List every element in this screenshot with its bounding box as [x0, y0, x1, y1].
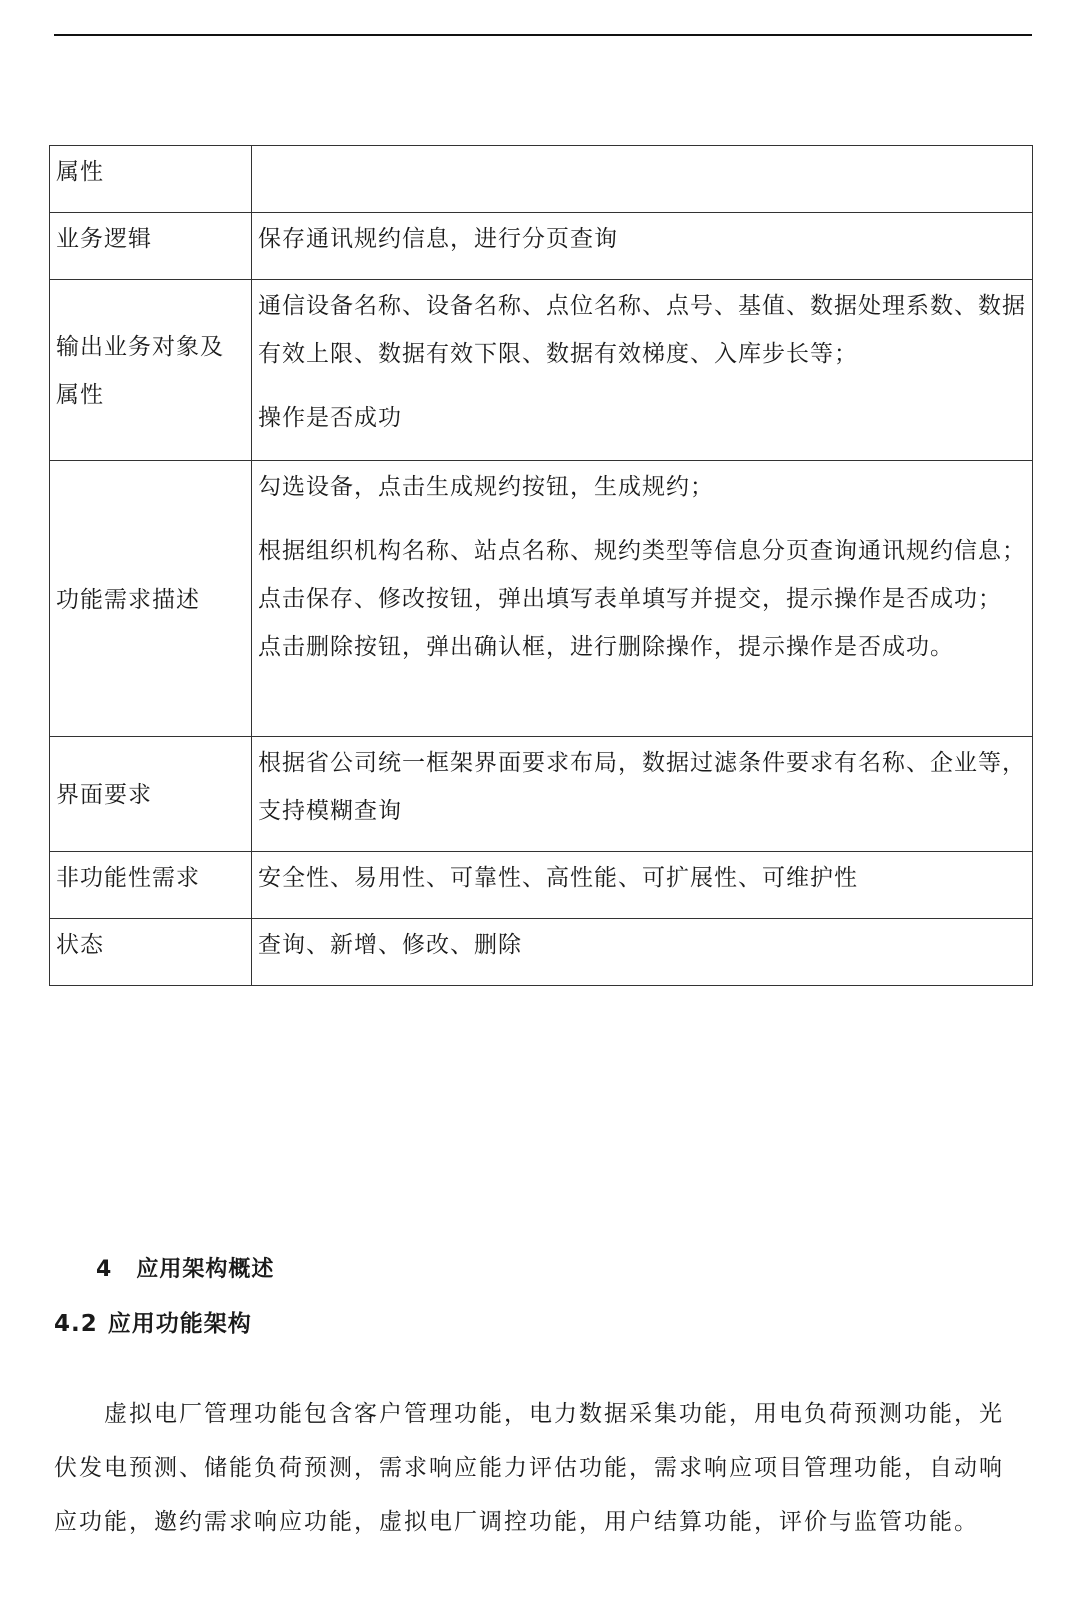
- row-content-line: 操作是否成功: [258, 405, 402, 431]
- row-content: [252, 919, 1033, 986]
- section-number: 4.2: [54, 1311, 98, 1337]
- row-content: [252, 280, 1033, 461]
- row-content-line: 查询、新增、修改、删除: [258, 932, 522, 958]
- row-label: 状态: [50, 919, 252, 986]
- table-row-non-functional: [50, 852, 1033, 919]
- table-row-function-description: [50, 461, 1033, 737]
- row-content-line: 根据组织机构名称、站点名称、规约类型等信息分页查询通讯规约信息；: [258, 538, 1026, 564]
- row-label: 业务逻辑: [50, 213, 252, 280]
- table-row-ui-requirements: [50, 737, 1033, 852]
- row-content: [252, 213, 1033, 280]
- row-content-line: 点击保存、修改按钮，弹出填写表单填写并提交，提示操作是否成功；: [258, 586, 1002, 612]
- row-content: [252, 461, 1033, 737]
- table-row-attributes: [50, 146, 1033, 213]
- row-content: [252, 852, 1033, 919]
- row-content-line: 保存通讯规约信息，进行分页查询: [258, 226, 618, 252]
- row-label: 属性: [50, 146, 252, 213]
- section-title: 应用架构概述: [136, 1257, 275, 1282]
- section-heading-4-2: [54, 1305, 252, 1338]
- row-label: 界面要求: [50, 737, 252, 852]
- section-title: 应用功能架构: [107, 1311, 252, 1337]
- row-content-line: 安全性、易用性、可靠性、高性能、可扩展性、可维护性: [258, 865, 858, 891]
- row-content-line: 通信设备名称、设备名称、点位名称、点号、基值、数据处理系数、数据有效上限、数据有效下限、数据有效梯度、入库步长等；: [258, 293, 1026, 367]
- row-label: 非功能性需求: [50, 852, 252, 919]
- row-content: [252, 146, 1033, 213]
- row-content-line: 根据省公司统一框架界面要求布局，数据过滤条件要求有名称、企业等，支持模糊查询: [258, 750, 1026, 824]
- row-content-line: 点击删除按钮，弹出确认框，进行删除操作，提示操作是否成功。: [258, 634, 954, 660]
- row-label: 功能需求描述: [50, 461, 252, 737]
- top-rule: [54, 34, 1032, 36]
- table-row-output-objects: [50, 280, 1033, 461]
- requirements-table: [49, 145, 1033, 986]
- table-row-status: [50, 919, 1033, 986]
- table-row-business-logic: [50, 213, 1033, 280]
- body-paragraph: 虚拟电厂管理功能包含客户管理功能，电力数据采集功能，用电负荷预测功能，光伏发电预测、储能负荷预测，需求响应能力评估功能，需求响应项目管理功能，自动响应功能，邀约需求响应功能，虚拟电厂调控功能，用户结算功能，评价与监管功能。: [54, 1401, 1004, 1535]
- row-content: [252, 737, 1033, 852]
- section-heading-4: [96, 1252, 274, 1283]
- row-label: 输出业务对象及属性: [50, 280, 252, 461]
- row-content-line: 勾选设备，点击生成规约按钮，生成规约；: [258, 474, 714, 500]
- section-number: 4: [96, 1257, 113, 1282]
